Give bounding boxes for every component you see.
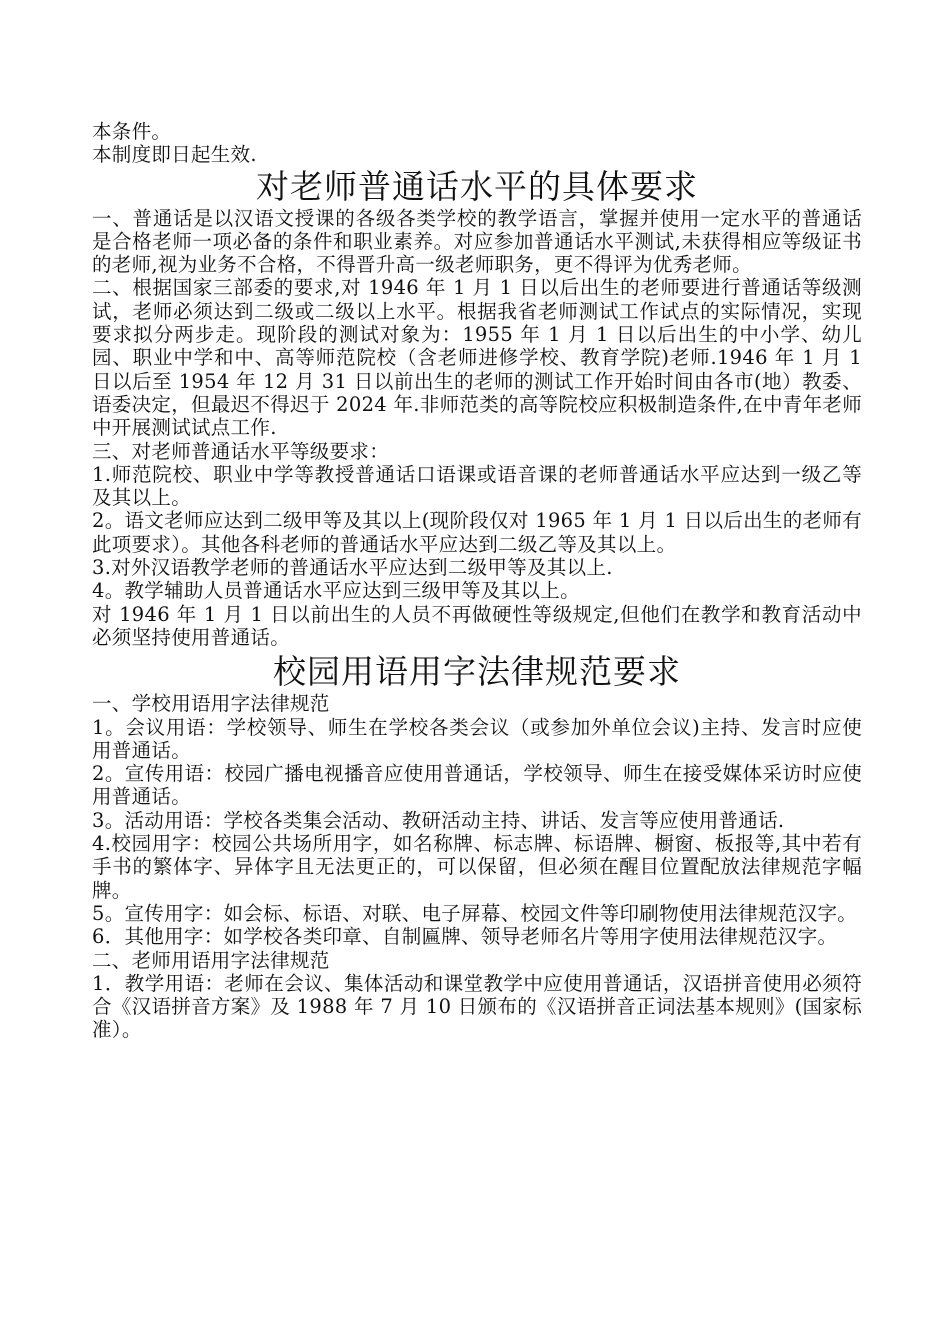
section1-paragraph: 三、对老师普通话水平等级要求： — [92, 439, 390, 463]
section2-paragraph: 2。宣传用语：校园广播电视播音应使用普通话，学校领导、师生在接受媒体采访时应使用普通话。 — [92, 762, 862, 809]
section2-paragraph: 1．教学用语：老师在会议、集体活动和课堂教学中应使用普通话，汉语拼音使用必须符合《汉语拼音方案》及 1988 年 7 月 10 日颁布的《汉语拼音正词法基本规则》(国家标准）。 — [92, 971, 862, 1042]
section2-paragraph: 3。活动用语：学校各类集会活动、教研活动主持、讲话、发言等应使用普通话. — [92, 808, 785, 832]
section2-paragraph: 6．其他用字：如学校各类印章、自制匾牌、领导老师名片等用字使用法律规范汉字。 — [92, 925, 838, 949]
section1-paragraph: 二、根据国家三部委的要求,对 1946 年 1 月 1 日以后出生的老师要进行普通话等级测试，老师必须达到二级或二级以上水平。根据我省老师测试工作试点的实际情况，实现要求拟分两步走。现阶段的测试对象为：1955 年 1 月 1 日以后出生的中小学、幼儿园、职业中学和中、高等师范院校（含老师进修学校、教育学院)老师.1946 年 1 月 1 日以后至 1954 年 12 月 31 日以前出生的老师的测试工作开始时间由各市(地）教委、语委决定，但最迟不得迟于 2024 年.非师范类的高等院校应积极制造条件,在中青年老师中开展测试试点工作. — [92, 276, 862, 440]
section1-paragraph: 对 1946 年 1 月 1 日以前出生的人员不再做硬性等级规定,但他们在教学和教育活动中 必须坚持使用普通话。 — [92, 602, 862, 649]
section1-paragraph: 2。语文老师应达到二级甲等及其以上(现阶段仅对 1965 年 1 月 1 日以后出生的老师有此项要求）。其他各科老师的普通话水平应达到二级乙等及其以上。 — [92, 509, 862, 556]
section2-paragraph: 5。宣传用字：如会标、标语、对联、电子屏幕、校园文件等印刷物使用法律规范汉字。 — [92, 901, 858, 925]
section2-paragraph: 二、老师用语用字法律规范 — [92, 948, 330, 972]
section1-paragraph: 3.对外汉语教学老师的普通话水平应达到二级甲等及其以上. — [92, 556, 613, 580]
section1-paragraph: 4。教学辅助人员普通话水平应达到三级甲等及其以上。 — [92, 579, 580, 603]
section-title-putonghua-requirements: 对老师普通话水平的具体要求 — [256, 166, 698, 206]
section-title-campus-language-norms: 校园用语用字法律规范要求 — [273, 652, 681, 692]
section1-paragraph: 一、普通话是以汉语文授课的各级各类学校的教学语言，掌握并使用一定水平的普通话是合格老师一项必备的条件和职业素养。对应参加普通话水平测试,未获得相应等级证书的老师,视为业务不合格，不得晋升高一级老师职务，更不得评为优秀老师。 — [92, 206, 862, 277]
section2-paragraph: 一、学校用语用字法律规范 — [92, 692, 330, 716]
section1-paragraph: 1.师范院校、职业中学等教授普通话口语课或语音课的老师普通话水平应达到一级乙等及其以上。 — [92, 462, 862, 510]
section2-paragraph: 1。会议用语：学校领导、师生在学校各类会议（或参加外单位会议)主持、发言时应使用普通话。 — [92, 715, 862, 762]
document-body — [92, 120, 862, 1042]
intro-line-1: 本条件。 — [92, 120, 172, 143]
intro-line-2: 本制度即日起生效. — [92, 143, 257, 167]
section2-paragraph: 4.校园用字：校园公共场所用字，如名称牌、标志牌、标语牌、橱窗、板报等,其中若有手书的繁体字、异体字且无法更正的，可以保留，但必须在醒目位置配放法律规范字幅牌。 — [92, 832, 862, 902]
